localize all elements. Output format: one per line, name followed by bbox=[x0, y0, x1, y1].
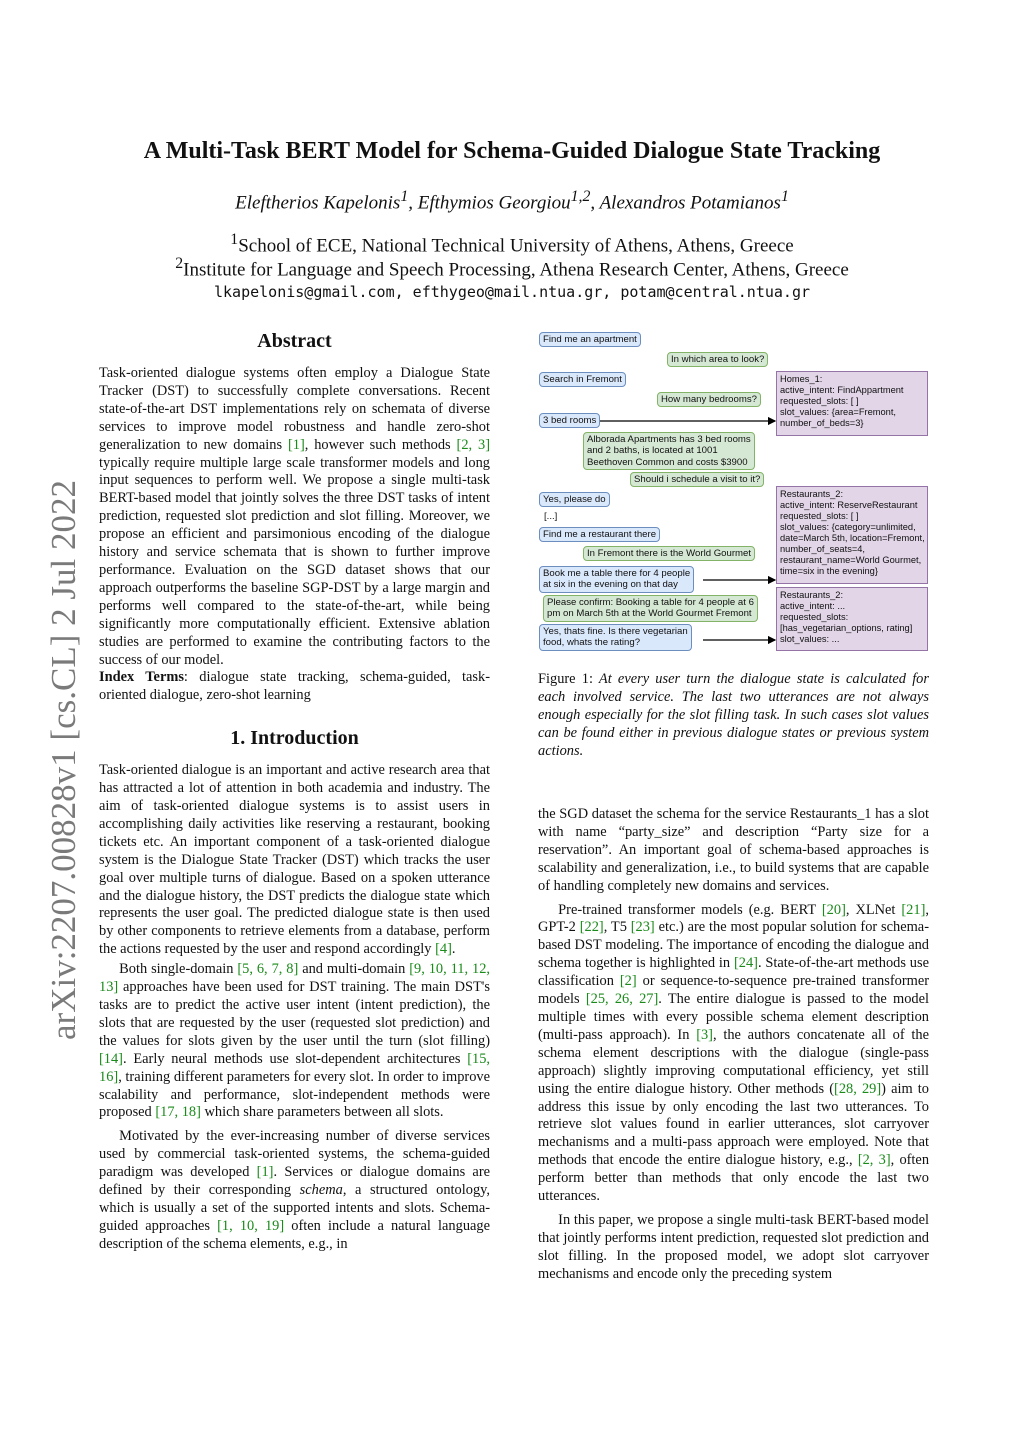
body-paragraph: the SGD dataset the schema for the service Restaurants_1 has a slot with name “party_size” and description “Party size for a reservation”. An important goal of schema-based approaches is scalability and generalization, i.e., to build systems that are capable of handling completely new domains and services. bbox=[538, 806, 929, 894]
body-text: or sequence-to-sequence pre-trained transformer models bbox=[538, 973, 929, 1008]
author-affil-mark: 1,2 bbox=[570, 188, 591, 205]
system-utterance: Should i schedule a visit to it? bbox=[630, 472, 764, 487]
intro-text: often include a natural language description of the schema elements, e.g., in bbox=[99, 1217, 490, 1252]
citation-link[interactable]: [25, 26, 27] bbox=[585, 991, 659, 1008]
index-terms bbox=[99, 669, 490, 705]
citation-link[interactable]: [2, 3] bbox=[456, 436, 490, 453]
abstract-text: typically require multiple large scale transformer models and long input sequences to perform well. We propose a single multi-task BERT-based model that jointly solves the three DST tasks of intent prediction, requested slot prediction and slot filling. Moreover, we propose an efficient and parsimonious encoding of the dialogue history and service schemata that is shown to further improve performance. Evaluation on the SGD dataset shows that our approach outperforms the baseline SGP-DST by a large margin and performs well compared to the state-of-the-art, while being significantly more computationally efficient. Extensive ablation studies are performed to examine the contributing factors to the success of our model. bbox=[99, 454, 490, 668]
citation-link[interactable]: [4] bbox=[435, 941, 452, 958]
affiliation-2 bbox=[0, 255, 1024, 281]
citation-link[interactable]: [24] bbox=[733, 955, 758, 972]
index-terms-text: : dialogue state tracking, schema-guided, task-oriented dialogue, zero-shot learning bbox=[99, 669, 490, 704]
intro-text: Task-oriented dialogue is an important and active research area that has attracted a lot of attention in both academia and industry. The aim of task-oriented dialogue systems is to assist users in accomplishing daily activities like reserving a restaurant, booking tickets etc. An important component of a task-oriented dialogue system is the Dialogue State Tracker (DST) which tracks the user goal over multiple turns of dialogue. Based on a spoken utterance and the dialogue history, the DST predicts the dialogue state which represents the user goal. The predicted dialogue state is then used by other components to retrieve elements from a database, perform the actions requested by the user and respond accordingly bbox=[99, 762, 490, 958]
system-utterance: In Fremont there is the World Gourmet bbox=[583, 546, 755, 561]
caption-label: Figure 1: bbox=[538, 671, 593, 687]
citation-link[interactable]: [14] bbox=[99, 1050, 123, 1067]
user-utterance: Search in Fremont bbox=[539, 372, 626, 387]
body-text: , GPT-2 bbox=[538, 901, 929, 936]
body-paragraph: In this paper, we propose a single multi-task BERT-based model that jointly performs intent prediction, requested slot prediction and slot filling. In the proposed model, we adopt slot carryover mechanisms and encode only the preceding system bbox=[538, 1211, 929, 1282]
citation-link[interactable]: [23] bbox=[630, 919, 655, 936]
body-text: etc.) are the most popular solution for schema-based DST modeling. The importance of encoding the dialogue and schema together is highlighted in bbox=[538, 919, 929, 972]
intro-paragraph-3 bbox=[99, 1128, 490, 1253]
body-text: Pre-trained transformer models (e.g. BERT bbox=[558, 901, 822, 918]
user-utterance: Book me a table there for 4 people at six in the evening on that day bbox=[539, 566, 694, 593]
figure-1-caption bbox=[538, 671, 929, 761]
author-name: Efthymios Georgiou bbox=[417, 192, 571, 214]
abstract-text: Task-oriented dialogue systems often employ a Dialogue State Tracker (DST) to successfully complete conversations. Recent state-of-the-art DST implementations rely on schemata of diverse services to improve model robustness and handle zero-shot generalization to new domains bbox=[99, 365, 490, 453]
citation-link[interactable]: [15, 16] bbox=[99, 1050, 490, 1085]
body-text: . The entire dialogue is passed to the model multiple times with every possible schema element description (multi-pass approach). In bbox=[538, 991, 929, 1043]
body-text: , T5 bbox=[603, 919, 631, 936]
dialogue-state-box: Restaurants_2: active_intent: ... requested_slots: [has_vegetarian_options, rating] slot_values: ... bbox=[776, 587, 928, 651]
intro-text: approaches have been used for DST training. The main DST's tasks are to predict the active user intent (intent prediction), the slots that are requested by the user (requested slot prediction) and the values for slots given by the user until the turn (slot filling) bbox=[99, 979, 490, 1049]
citation-link[interactable]: [2, 3] bbox=[857, 1152, 891, 1169]
user-utterance: Yes, thats fine. Is there vegetarian food, whats the rating? bbox=[539, 624, 692, 651]
citation-link[interactable]: [1, 10, 19] bbox=[217, 1217, 285, 1234]
citation-link[interactable]: [20] bbox=[821, 901, 846, 918]
abstract-heading: Abstract bbox=[257, 330, 332, 352]
intro-text: . Services or dialogue domains are defined by their corresponding bbox=[99, 1164, 491, 1199]
intro-text: . Early neural methods use slot-dependent architectures bbox=[122, 1050, 468, 1067]
intro-paragraph-2 bbox=[99, 961, 490, 1122]
citation-link[interactable]: [2] bbox=[619, 973, 637, 990]
body-text: ) aim to address this issue by only encoding the last two utterances. To retrieve slot values found in earlier utterances, slot carryover mechanisms and a multi-pass approach were employed. Note that methods that encode the entire dialogue history, e.g., bbox=[538, 1080, 929, 1169]
affil-text: Institute for Language and Speech Processing, Athena Research Center, Athens, Greece bbox=[183, 259, 849, 281]
caption-text: At every user turn the dialogue state is calculated for each involved service. The last two utterances are not always enough especially for the slot filling task. In such cases slot values can be found either in previous dialogue states or previous system actions. bbox=[538, 671, 929, 759]
intro-text: , a structured ontology, which is usually a set of the supported intents and slots. Schema-guided approaches bbox=[99, 1182, 490, 1234]
system-utterance: Alborada Apartments has 3 bed rooms and 2 baths, is located at 1001 Beethoven Common and costs $3900 bbox=[583, 432, 755, 470]
author-name: Alexandros Potamianos bbox=[599, 192, 781, 214]
citation-link[interactable]: [21] bbox=[901, 901, 926, 918]
affil-mark: 1 bbox=[230, 231, 239, 248]
intro-heading: 1. Introduction bbox=[230, 727, 359, 750]
intro-text: , training different parameters for every slot. In order to improve scalability and performance, slot-independent methods were proposed bbox=[99, 1068, 490, 1121]
index-terms-label: Index Terms bbox=[99, 669, 184, 686]
body-text: , the authors concatenate all of the schema element descriptions with the dialogue (single-pass approach) slightly improving computational efficiency, yet still using the entire dialogue history. Other methods ( bbox=[538, 1026, 929, 1097]
right-column bbox=[538, 806, 929, 1284]
intro-paragraph-1 bbox=[99, 762, 490, 959]
user-utterance: 3 bed rooms bbox=[539, 413, 600, 428]
intro-text: . bbox=[451, 941, 456, 958]
system-utterance: In which area to look? bbox=[667, 352, 768, 367]
intro-emphasis: schema bbox=[299, 1182, 343, 1199]
author-emails: lkapelonis@gmail.com, efthygeo@mail.ntua.gr, potam@central.ntua.gr bbox=[213, 283, 811, 301]
citation-link[interactable]: [5, 6, 7, 8] bbox=[237, 961, 299, 978]
dialogue-state-box: Restaurants_2: active_intent: ReserveRestaurant requested_slots: [ ] slot_values: {category=unlimited, date=March 5th, location=Fremont, number_of_seats=4, restaurant_name=World Gourmet, time=six in the evening} bbox=[776, 486, 928, 584]
citation-link[interactable]: [1] bbox=[287, 436, 305, 453]
arxiv-stamp: arXiv:2207.00828v1 [cs.CL] 2 Jul 2022 bbox=[44, 480, 83, 1040]
user-utterance: Yes, please do bbox=[539, 492, 610, 507]
citation-link[interactable]: [22] bbox=[579, 919, 604, 936]
left-column bbox=[99, 330, 490, 1254]
figure-1-dialogue-diagram bbox=[537, 330, 930, 660]
affiliation-1 bbox=[0, 231, 1024, 257]
citation-link[interactable]: [28, 29] bbox=[834, 1080, 882, 1097]
author-list: Eleftherios Kapelonis$^1$, Efthymios Georgiou$^{1,2}$, Alexandros Potamianos$^1$ bbox=[235, 188, 789, 214]
citation-link[interactable]: [3] bbox=[696, 1026, 713, 1043]
citation-link[interactable]: [17, 18] bbox=[155, 1104, 201, 1121]
author-affil-mark: 1 bbox=[780, 188, 789, 205]
user-utterance: Find me a restaurant there bbox=[539, 527, 660, 542]
paper-title: A Multi-Task BERT Model for Schema-Guided Dialogue State Tracking bbox=[143, 138, 881, 164]
body-text: , often perform better than methods that only encode the last two utterances. bbox=[538, 1152, 930, 1205]
citation-link[interactable]: [9, 10, 11, 12, 13] bbox=[99, 961, 491, 996]
affil-text: School of ECE, National Technical University of Athens, Athens, Greece bbox=[238, 235, 794, 257]
author-name: Eleftherios Kapelonis bbox=[235, 192, 401, 214]
intro-text: Both single-domain bbox=[119, 961, 238, 978]
dialogue-state-box: Homes_1: active_intent: FindAppartment requested_slots: [ ] slot_values: {area=Fremont, number_of_beds=3} bbox=[776, 371, 928, 436]
author-affil-mark: 1 bbox=[400, 188, 409, 205]
abstract-text: , however such methods bbox=[304, 436, 457, 453]
intro-text: Motivated by the ever-increasing number of diverse services used by commercial task-oriented systems, the schema-guided paradigm was developed bbox=[99, 1128, 490, 1181]
intro-text: which share parameters between all slots. bbox=[200, 1104, 444, 1121]
system-utterance: How many bedrooms? bbox=[657, 392, 761, 407]
body-text: . State-of-the-art methods use classification bbox=[538, 955, 929, 990]
ellipsis-marker: [...] bbox=[544, 511, 558, 522]
affil-mark: 2 bbox=[175, 255, 184, 272]
abstract-body bbox=[99, 365, 490, 669]
user-utterance: Find me an apartment bbox=[539, 332, 641, 347]
body-paragraph bbox=[538, 902, 929, 1206]
intro-text: and multi-domain bbox=[298, 961, 410, 978]
system-utterance: Please confirm: Booking a table for 4 people at 6 pm on March 5th at the World Gourmet Fremont bbox=[543, 595, 758, 622]
body-text: , XLNet bbox=[845, 901, 902, 918]
citation-link[interactable]: [1] bbox=[256, 1164, 274, 1181]
